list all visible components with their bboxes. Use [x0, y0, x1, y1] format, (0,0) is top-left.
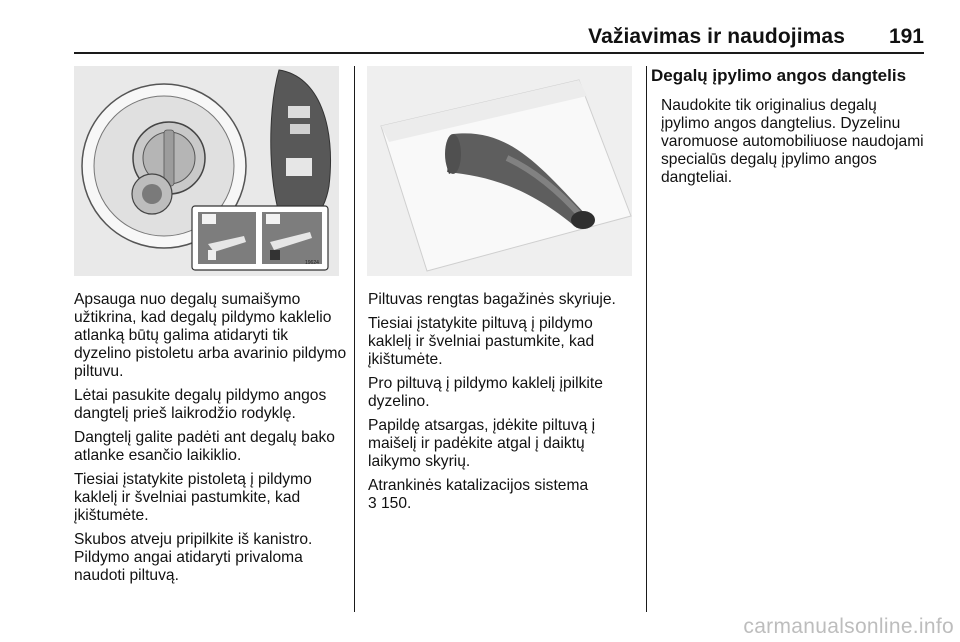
page-number: 191 — [888, 25, 924, 48]
paragraph: Tiesiai įstatykite pistoletą į pildymo kaklelį ir švelniai pastumkite, kad įkištumėte. — [74, 471, 312, 524]
paragraph: Piltuvas rengtas bagažinės skyriuje. — [368, 291, 616, 308]
paragraph: Apsauga nuo degalų sumaišymo užtikrina, kad degalų pildymo kaklelio atlanką būtų galima atidaryti tik dyzelino pistoletu arba avarinio pildymo piltuvu. — [74, 291, 347, 380]
paragraph: Pro piltuvą į pildymo kaklelį įpilkite dyzelino. — [368, 375, 603, 410]
cross-reference-link[interactable]: 3 150. — [368, 495, 412, 512]
left-column-text — [74, 291, 349, 591]
fuel-filler-illustration — [74, 66, 339, 276]
paragraph: Lėtai pasukite degalų pildymo angos dangtelį prieš laikrodžio rodyklę. — [74, 387, 327, 422]
page-header-title: Važiavimas ir naudojimas — [588, 25, 845, 48]
paragraph: Dangtelį galite padėti ant degalų bako atlanke esančio laikiklio. — [74, 429, 335, 464]
middle-column-text — [368, 291, 638, 513]
paragraph: Papildę atsargas, įdėkite piltuvą į maišelį ir padėkite atgal į daiktų laikymo skyrių. — [368, 417, 596, 470]
watermark: carmanualsonline.info — [743, 615, 954, 638]
header-rule — [74, 52, 924, 54]
paragraph: Tiesiai įstatykite piltuvą į pildymo kaklelį ir švelniai pastumkite, kad įkištumėte. — [368, 315, 595, 368]
figure-tag: 19624 — [305, 260, 319, 266]
paragraph: Atrankinės katalizacijos sistema — [368, 477, 589, 494]
column-divider-right — [646, 66, 647, 612]
paragraph: Skubos atveju pripilkite iš kanistro. Pildymo angai atidaryti privaloma naudoti piltuvą. — [74, 531, 313, 584]
column-divider-left — [354, 66, 355, 612]
paragraph: Naudokite tik originalius degalų įpylimo angos dangtelius. Dyzelinu varomuose automobiliuose naudojami specialūs degalų įpylimo angos dangteliai. — [661, 97, 924, 186]
funnel-illustration — [367, 66, 632, 276]
right-column-text — [661, 97, 926, 193]
section-heading: Degalų įpylimo angos dangtelis — [651, 66, 907, 85]
